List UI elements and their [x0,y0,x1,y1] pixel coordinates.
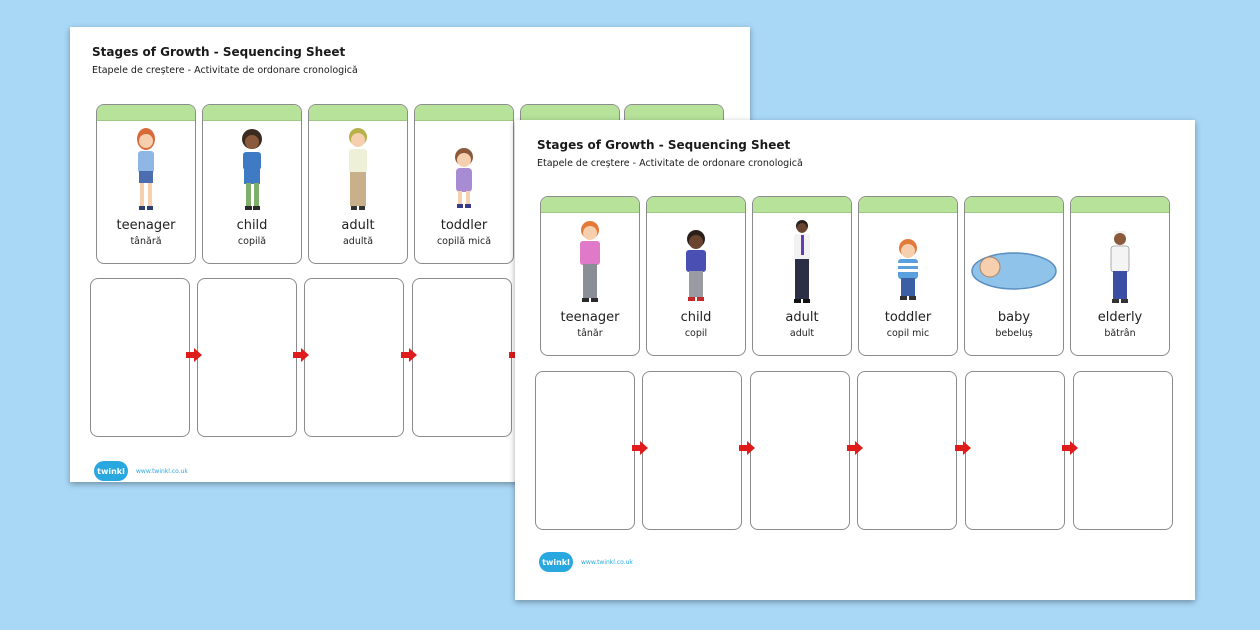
picture-card-baby[interactable] [964,196,1064,356]
child-girl-illustration [203,127,301,215]
adult-woman-illustration [309,127,407,215]
card-label-ro: bebeluș [995,328,1033,339]
card-header-band [753,197,851,213]
website-url: www.twinkl.co.uk [136,468,188,475]
picture-card-adult-man[interactable] [752,196,852,356]
answer-box-4[interactable] [857,371,957,530]
card-header-band [1071,197,1169,213]
card-label-ro: copilă mică [436,236,492,247]
picture-card-teenager-girl[interactable] [96,104,196,264]
answer-box-6[interactable] [1073,371,1173,530]
card-label-en: elderly [1097,310,1143,325]
card-header-band [521,105,619,121]
card-header-band [647,197,745,213]
answer-box-3[interactable] [750,371,850,530]
baby-illustration [965,219,1063,307]
card-label-en: baby [997,310,1031,325]
elderly-man-illustration [1071,219,1169,307]
card-label-ro: bătrân [1104,328,1136,339]
card-label-ro: copilă [237,236,267,247]
teenager-girl-illustration [97,127,195,215]
card-label-ro: tânăr [577,328,603,339]
picture-card-toddler-boy[interactable] [858,196,958,356]
picture-card-toddler-girl[interactable] [414,104,514,264]
toddler-boy-illustration [859,219,957,307]
teenager-boy-illustration [541,219,639,307]
worksheet-title: Stages of Growth - Sequencing Sheet [537,138,791,152]
twinkl-logo: twinkl [94,461,128,481]
card-label-ro: adultă [342,236,374,247]
answer-box-2[interactable] [197,278,297,437]
card-label-en: toddler [440,218,488,233]
card-header-band [625,105,723,121]
worksheet-subtitle: Etapele de creștere - Activitate de ordonare cronologică [537,158,803,169]
picture-card-child-boy[interactable] [646,196,746,356]
card-label-en: teenager [560,310,620,325]
card-label-en: child [236,218,268,233]
picture-card-adult-woman[interactable] [308,104,408,264]
card-header-band [309,105,407,121]
answer-box-1[interactable] [535,371,635,530]
card-header-band [541,197,639,213]
answer-box-3[interactable] [304,278,404,437]
card-label-ro: copil mic [886,328,930,339]
card-header-band [415,105,513,121]
front-worksheet [515,120,1195,600]
answer-box-2[interactable] [642,371,742,530]
worksheet-title: Stages of Growth - Sequencing Sheet [92,45,346,59]
card-label-en: teenager [116,218,176,233]
card-header-band [97,105,195,121]
worksheet-subtitle: Etapele de creștere - Activitate de ordonare cronologică [92,65,358,76]
website-url: www.twinkl.co.uk [581,559,633,566]
card-label-en: toddler [884,310,932,325]
toddler-girl-illustration [415,127,513,215]
answer-box-5[interactable] [965,371,1065,530]
card-label-ro: copil [684,328,708,339]
twinkl-logo: twinkl [539,552,573,572]
card-label-en: adult [785,310,819,325]
card-header-band [203,105,301,121]
adult-man-illustration [753,219,851,307]
picture-card-teenager-boy[interactable] [540,196,640,356]
card-label-ro: tânără [130,236,162,247]
child-boy-illustration [647,219,745,307]
card-header-band [859,197,957,213]
picture-card-child-girl[interactable] [202,104,302,264]
card-header-band [965,197,1063,213]
picture-card-elderly[interactable] [1070,196,1170,356]
answer-box-4[interactable] [412,278,512,437]
card-label-en: child [680,310,712,325]
card-label-en: adult [341,218,375,233]
card-label-ro: adult [789,328,815,339]
answer-box-1[interactable] [90,278,190,437]
